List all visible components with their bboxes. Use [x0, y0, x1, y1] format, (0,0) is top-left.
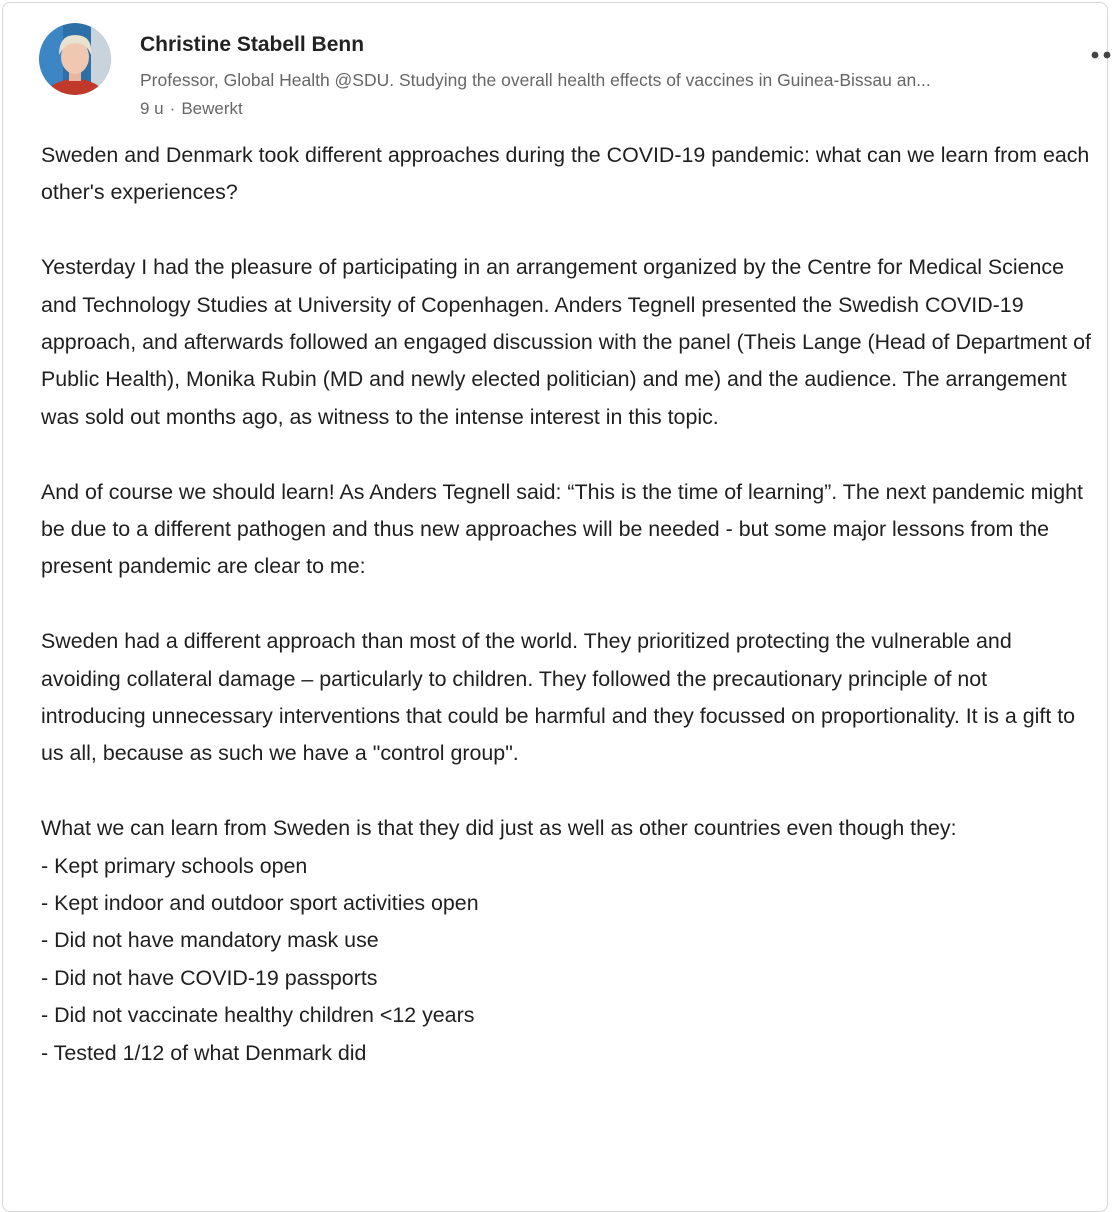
- lessons-list: [41, 848, 1097, 1072]
- post-meta: [140, 99, 243, 119]
- post-body: [41, 137, 1097, 1072]
- post-paragraph: Sweden had a different approach than most of the world. They prioritized protecting the vulnerable and avoiding collateral damage – particularly to children. They followed the precautionary principle of not introducing unnecessary interventions that could be harmful and they focussed on proportionality. It is a gift to us all, because as such we have a "control group".: [41, 629, 1076, 766]
- avatar[interactable]: [39, 23, 111, 95]
- author-name[interactable]: Christine Stabell Benn: [140, 33, 365, 56]
- post-header: [39, 21, 1099, 121]
- edited-label: Bewerkt: [181, 99, 243, 118]
- more-options-button[interactable]: [1085, 43, 1112, 67]
- post-time: 9 u: [140, 99, 164, 118]
- post-card: [2, 2, 1108, 1212]
- post-paragraph: Yesterday I had the pleasure of participating in an arrangement organized by the Centre for Medical Science and Technology Studies at University of Copenhagen. Anders Tegnell presented the Swedish COVID-19 approach, and afterwards followed an engaged discussion with the panel (Theis Lange (Head of Department of Public Health), Monika Rubin (MD and newly elected politician) and me) and the audience. The arrangement was sold out months ago, as witness to the intense interest in this topic.: [41, 255, 1091, 429]
- list-item: - Did not vaccinate healthy children <12 years: [41, 1003, 475, 1028]
- more-horizontal-icon: [1085, 43, 1112, 67]
- list-item: - Tested 1/12 of what Denmark did: [41, 1040, 367, 1065]
- post-paragraph: Sweden and Denmark took different approaches during the COVID-19 pandemic: what can we learn from each other's experiences?: [41, 143, 1090, 205]
- post-paragraph: What we can learn from Sweden is that they did just as well as other countries even though they:: [41, 816, 957, 841]
- list-item: - Kept primary schools open: [41, 853, 308, 878]
- author-headline: Professor, Global Health @SDU. Studying the overall health effects of vaccines in Guinea-Bissau an...: [140, 70, 931, 90]
- list-item: - Did not have COVID-19 passports: [41, 965, 378, 990]
- list-item: - Did not have mandatory mask use: [41, 928, 379, 953]
- post-paragraph: And of course we should learn! As Anders Tegnell said: “This is the time of learning”. The next pandemic might be due to a different pathogen and thus new approaches will be needed - but some major lessons from the present pandemic are clear to me:: [41, 479, 1083, 579]
- meta-separator: ·: [169, 99, 176, 118]
- list-item: - Kept indoor and outdoor sport activities open: [41, 891, 479, 916]
